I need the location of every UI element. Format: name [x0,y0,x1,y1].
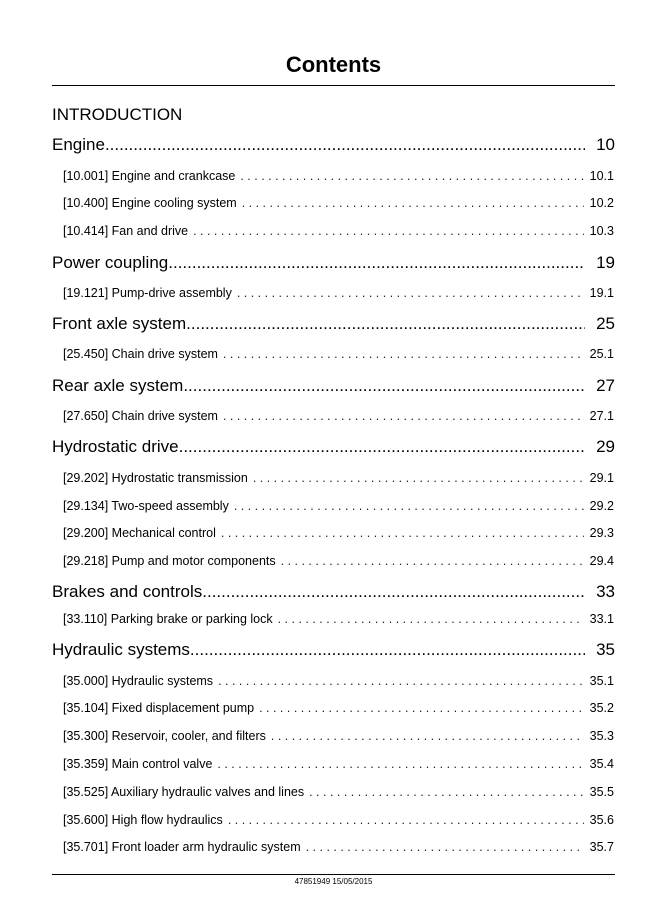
toc-item[interactable] [63,498,614,514]
dot-leader [281,553,584,569]
dot-leader [168,252,585,274]
item-label: [10.001] Engine and crankcase [63,169,236,183]
item-page-number: 29.2 [589,499,614,513]
toc-item[interactable] [63,195,614,211]
toc-item[interactable] [63,285,614,301]
item-label: [27.650] Chain drive system [63,409,218,423]
dot-leader [234,498,584,514]
item-label: [35.300] Reservoir, cooler, and filters [63,729,266,743]
footer-document-id: 47851949 15/05/2015 [294,877,373,886]
item-page-number: 27.1 [589,409,614,423]
dot-leader [237,285,584,301]
toc-section-front-axle-system[interactable] [52,313,615,335]
dot-leader [105,134,585,156]
item-label: [35.104] Fixed displacement pump [63,701,255,715]
item-label: [35.359] Main control valve [63,757,213,771]
toc-section-hydrostatic-drive[interactable] [52,436,615,458]
dot-leader [278,611,584,627]
toc-item[interactable] [63,673,614,689]
dot-leader [190,639,585,661]
item-page-number: 35.2 [589,701,614,715]
dot-leader [179,436,585,458]
item-label: [29.134] Two-speed assembly [63,499,229,513]
toc-item[interactable] [63,168,614,184]
section-label: Power coupling [52,253,169,272]
dot-leader [306,839,584,855]
item-page-number: 10.2 [589,196,614,210]
toc-item[interactable] [63,470,614,486]
item-page-number: 35.6 [589,813,614,827]
dot-leader [221,525,584,541]
toc-item[interactable] [63,525,614,541]
item-label: [29.202] Hydrostatic transmission [63,471,248,485]
item-page-number: 25.1 [589,347,614,361]
dot-leader [242,195,584,211]
toc-section-engine[interactable] [52,134,615,156]
section-page-number: 25 [596,314,615,333]
dot-leader [202,581,585,603]
section-label: Rear axle system [52,376,184,395]
section-label: Brakes and controls [52,582,203,601]
section-page-number: 33 [596,582,615,601]
section-page-number: 19 [596,253,615,272]
item-label: [35.701] Front loader arm hydraulic system [63,840,301,854]
dot-leader [309,784,584,800]
item-page-number: 35.4 [589,757,614,771]
section-page-number: 27 [596,376,615,395]
item-label: [10.414] Fan and drive [63,224,189,238]
item-page-number: 33.1 [589,612,614,626]
dot-leader [217,756,584,772]
dot-leader [240,168,584,184]
dot-leader [223,346,584,362]
dot-leader [228,812,584,828]
table-of-contents [52,0,615,860]
item-page-number: 35.7 [589,840,614,854]
dot-leader [193,223,584,239]
toc-item[interactable] [63,839,614,855]
toc-item[interactable] [63,408,614,424]
item-page-number: 10.3 [589,224,614,238]
item-page-number: 35.5 [589,785,614,799]
dot-leader [183,375,585,397]
item-label: [19.121] Pump-drive assembly [63,286,232,300]
section-label: Hydrostatic drive [52,437,179,456]
toc-item[interactable] [63,812,614,828]
toc-item[interactable] [63,756,614,772]
toc-section-power-coupling[interactable] [52,252,615,274]
item-page-number: 29.1 [589,471,614,485]
toc-item[interactable] [63,223,614,239]
item-page-number: 29.3 [589,526,614,540]
toc-section-hydraulic-systems[interactable] [52,639,615,661]
dot-leader [253,470,584,486]
toc-item[interactable] [63,700,614,716]
footer-divider [52,874,615,875]
item-label: [35.525] Auxiliary hydraulic valves and lines [63,785,305,799]
introduction-heading: INTRODUCTION [52,105,183,124]
item-label: [10.400] Engine cooling system [63,196,237,210]
toc-item[interactable] [63,553,614,569]
dot-leader [223,408,584,424]
page-title: Contents [285,52,382,77]
dot-leader [218,673,584,689]
item-page-number: 19.1 [589,286,614,300]
item-label: [35.600] High flow hydraulics [63,813,223,827]
section-label: Front axle system [52,314,187,333]
toc-item[interactable] [63,728,614,744]
toc-item[interactable] [63,346,614,362]
dot-leader [259,700,584,716]
item-label: [25.450] Chain drive system [63,347,218,361]
section-label: Engine [52,135,105,154]
item-label: [33.110] Parking brake or parking lock [63,612,273,626]
item-page-number: 35.1 [589,674,614,688]
item-label: [35.000] Hydraulic systems [63,674,214,688]
section-page-number: 29 [596,437,615,456]
item-page-number: 10.1 [589,169,614,183]
toc-item[interactable] [63,611,614,627]
toc-section-rear-axle-system[interactable] [52,375,615,397]
item-page-number: 35.3 [589,729,614,743]
item-page-number: 29.4 [589,554,614,568]
section-page-number: 35 [596,640,615,659]
item-label: [29.200] Mechanical control [63,526,216,540]
section-label: Hydraulic systems [52,640,190,659]
section-page-number: 10 [596,135,615,154]
dot-leader [271,728,584,744]
toc-section-brakes-and-controls[interactable] [52,581,615,603]
toc-item[interactable] [63,784,614,800]
dot-leader [186,313,585,335]
item-label: [29.218] Pump and motor components [63,554,276,568]
